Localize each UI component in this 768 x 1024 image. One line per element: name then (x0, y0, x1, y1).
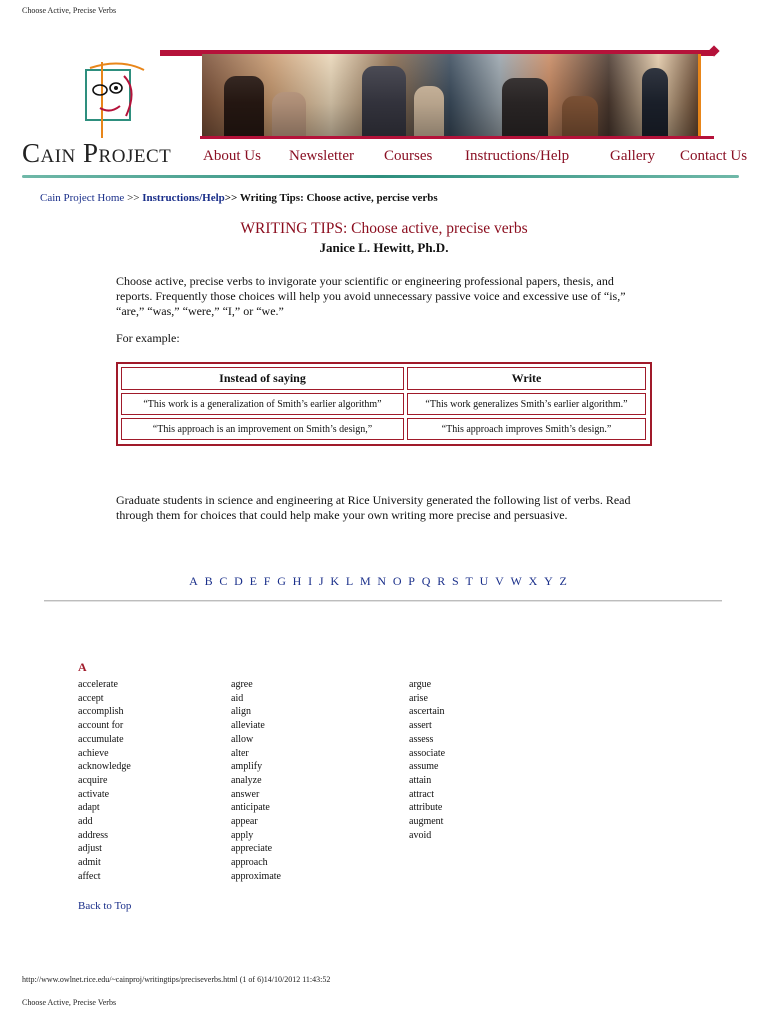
example-table (116, 362, 652, 446)
verb-item: appreciate (231, 843, 273, 855)
letter-link-d[interactable]: D (234, 574, 243, 588)
page-title: WRITING TIPS: Choose active, precise verbs (240, 220, 528, 237)
breadcrumb-home-link[interactable]: Cain Project Home (40, 192, 125, 204)
verb-item: accept (78, 692, 104, 704)
letter-link-t[interactable]: T (465, 574, 473, 588)
verb-item: approach (231, 857, 268, 869)
table-cell-instead-1: “This work is a generalization of Smith’s earlier algorithm” (121, 393, 404, 415)
verb-item: answer (231, 788, 260, 800)
letter-link-e[interactable]: E (249, 574, 257, 588)
verb-item: accumulate (78, 733, 124, 745)
verb-column-2 (231, 678, 281, 884)
page-author: Janice L. Hewitt, Ph.D. (319, 240, 449, 255)
horizontal-rule (44, 600, 722, 602)
verb-item: amplify (231, 761, 263, 773)
verb-item: arise (409, 692, 428, 704)
for-example-label: For example: (116, 331, 180, 345)
alphabet-index (0, 574, 756, 589)
verb-item: achieve (78, 747, 109, 759)
verb-item: apply (231, 829, 254, 841)
verb-item: attain (409, 774, 432, 786)
verb-item: assess (409, 733, 434, 745)
letter-link-o[interactable]: O (392, 574, 402, 588)
letter-link-p[interactable]: P (408, 574, 415, 588)
verb-item: assume (409, 761, 439, 773)
print-header-title: Choose Active, Precise Verbs (22, 6, 117, 15)
verb-item: adjust (78, 843, 102, 855)
verb-item: add (78, 816, 93, 828)
letter-link-b[interactable]: B (204, 574, 213, 588)
letter-link-i[interactable]: I (308, 574, 313, 588)
graduate-paragraph: Graduate students in science and engineering at Rice University generated the following list of verbs. Read through them for choices that could help make your own writing more precise and persuasive. (116, 493, 631, 522)
letter-link-c[interactable]: C (219, 574, 228, 588)
letter-link-l[interactable]: L (345, 574, 354, 588)
site-banner (22, 44, 757, 184)
verb-item: activate (78, 788, 110, 800)
letter-link-v[interactable]: V (495, 574, 504, 588)
nav-newsletter[interactable]: Newsletter (289, 148, 354, 164)
letter-link-f[interactable]: F (263, 574, 271, 588)
section-heading-a: A (78, 660, 87, 674)
letter-link-q[interactable]: Q (421, 574, 431, 588)
nav-courses[interactable]: Courses (384, 148, 433, 164)
letter-link-r[interactable]: R (437, 574, 446, 588)
verb-item: align (231, 706, 251, 718)
verb-item: attribute (409, 802, 443, 814)
banner-orange-accent (698, 54, 701, 136)
table-cell-instead-2: “This approach is an improvement on Smith’s design,” (121, 418, 404, 440)
verb-item: acknowledge (78, 761, 131, 773)
nav-about-us[interactable]: About Us (203, 148, 261, 164)
banner-bottom-bar (200, 136, 714, 139)
verb-item: address (78, 829, 108, 841)
verb-item: assert (409, 720, 432, 732)
letter-link-u[interactable]: U (479, 574, 489, 588)
table-cell-write-2: “This approach improves Smith’s design.” (407, 418, 646, 440)
letter-link-z[interactable]: Z (559, 574, 567, 588)
breadcrumb-separator: >> (224, 192, 240, 204)
verb-item: affect (78, 870, 101, 882)
banner-teal-swoosh (22, 175, 739, 178)
table-header-write: Write (407, 367, 646, 390)
breadcrumb (40, 192, 438, 204)
letter-link-a[interactable]: A (189, 574, 198, 588)
letter-link-k[interactable]: K (330, 574, 340, 588)
letter-link-s[interactable]: S (452, 574, 459, 588)
letter-link-m[interactable]: M (359, 574, 371, 588)
verb-column-1 (78, 678, 131, 884)
verb-item: augment (409, 816, 444, 828)
letter-link-w[interactable]: W (510, 574, 522, 588)
verb-item: agree (231, 679, 253, 690)
verb-item: aid (231, 692, 244, 704)
cain-project-wordmark[interactable]: Cain Project (22, 138, 172, 168)
verb-item: anticipate (231, 802, 270, 814)
back-to-top-link[interactable]: Back to Top (78, 900, 132, 912)
breadcrumb-current-page: Writing Tips: Choose active, percise verbs (239, 192, 438, 204)
verb-item: alleviate (231, 720, 265, 732)
breadcrumb-help-link[interactable]: Instructions/Help (142, 192, 225, 204)
verb-item: admit (78, 857, 101, 869)
cain-project-logo-icon (80, 60, 152, 142)
verb-item: avoid (409, 829, 432, 841)
letter-link-j[interactable]: J (318, 574, 324, 588)
print-footer-url: http://www.owlnet.rice.edu/~cainproj/writingtips/preciseverbs.html (1 of 6)14/10/2012 11:43:52 (22, 975, 331, 984)
verb-item: adapt (78, 802, 100, 814)
verb-item: attract (409, 788, 434, 800)
letter-link-n[interactable]: N (377, 574, 387, 588)
verb-item: acquire (78, 774, 108, 786)
letter-link-x[interactable]: X (528, 574, 538, 588)
banner-photo-collage (202, 54, 698, 136)
verb-item: associate (409, 747, 446, 759)
letter-link-g[interactable]: G (277, 574, 286, 588)
letter-link-y[interactable]: Y (544, 574, 553, 588)
intro-paragraph: Choose active, precise verbs to invigorate your scientific or engineering professional papers, thesis, and reports. Frequently those choices will help you avoid unnecessary passive voice and excessive use of “is,” “are,” “was,” “were,” “I,” or “we.” (116, 274, 626, 318)
verb-item: ascertain (409, 706, 445, 718)
verb-item: account for (78, 720, 124, 732)
table-header-instead: Instead of saying (121, 367, 404, 390)
verb-item: accelerate (78, 679, 118, 690)
nav-contact-us[interactable]: Contact Us (680, 148, 748, 164)
table-cell-write-1: “This work generalizes Smith’s earlier algorithm.” (407, 393, 646, 415)
verb-column-3 (409, 678, 445, 842)
verb-item: accomplish (78, 706, 124, 718)
nav-gallery[interactable]: Gallery (610, 148, 655, 164)
nav-instructions-help[interactable]: Instructions/Help (465, 148, 570, 164)
print-footer-title: Choose Active, Precise Verbs (22, 998, 117, 1007)
verb-item: appear (231, 816, 258, 828)
verb-item: analyze (231, 774, 262, 786)
verb-item: approximate (231, 870, 281, 882)
letter-link-h[interactable]: H (292, 574, 302, 588)
verb-item: argue (409, 679, 432, 690)
verb-item: alter (231, 747, 249, 759)
breadcrumb-separator: >> (124, 192, 143, 204)
verb-item: allow (231, 733, 254, 745)
